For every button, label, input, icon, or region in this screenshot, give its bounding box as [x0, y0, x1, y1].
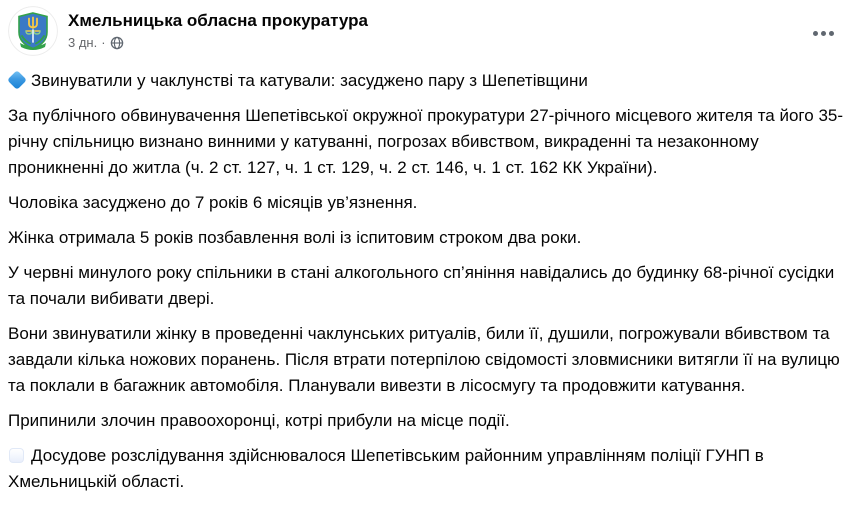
page-avatar[interactable] — [8, 6, 58, 56]
paragraph-text: Припинили злочин правоохоронці, котрі прибули на місце події. — [8, 411, 510, 430]
post-meta — [68, 35, 807, 50]
header-info — [68, 6, 807, 50]
paragraph-text: Жінка отримала 5 років позбавлення волі із іспитовим строком два роки. — [8, 228, 582, 247]
paragraph-text: Досудове розслідування здійснювалося Шепетівським районним управлінням поліції ГУНП в Хмельницькій області. — [8, 446, 764, 491]
post-paragraph — [8, 225, 845, 251]
ellipsis-icon — [829, 31, 834, 36]
paragraph-text: У червні минулого року спільники в стані алкогольного сп’яніння навідались до будинку 68-річної сусідки та почали вибивати двері. — [8, 263, 835, 308]
ellipsis-icon — [821, 31, 826, 36]
post-paragraph — [8, 321, 845, 399]
meta-separator: · — [101, 35, 106, 50]
post-title-text: Звинуватили у чаклунстві та катували: засуджено пару з Шепетівщини — [31, 71, 588, 90]
page-name-link[interactable]: Хмельницька обласна прокуратура — [68, 11, 368, 30]
paragraph-text: Чоловіка засуджено до 7 років 6 місяців ув’язнення. — [8, 193, 418, 212]
post-header — [0, 0, 853, 56]
post-paragraph — [8, 103, 845, 181]
post-paragraph — [8, 408, 845, 434]
paragraph-text: Вони звинуватили жінку в проведенні чаклунських ритуалів, били її, душили, погрожували вбивством та завдали кілька ножових поранень. Після втрати потерпілою свідомості зловмисники витягли її на вулицю та поклали в багажник автомобіля. Планували вивезти в лісосмугу та продовжити катування. — [8, 324, 840, 395]
post-timestamp[interactable]: 3 дн. — [68, 35, 98, 50]
blue-diamond-emoji — [7, 70, 27, 90]
post-menu-button[interactable] — [807, 22, 839, 44]
post-paragraph — [8, 190, 845, 216]
post-paragraph — [8, 443, 845, 495]
post-title-paragraph — [8, 68, 845, 94]
post-paragraph — [8, 260, 845, 312]
white-square-emoji — [9, 448, 24, 463]
globe-icon — [110, 36, 124, 50]
paragraph-text: За публічного обвинувачення Шепетівської окружної прокуратури 27-річного місцевого жителя та його 35-річну спільницю визнано винними у катуванні, погрозах вбивством, викраденні та незаконному проникненні до житла (ч. 2 ст. 127, ч. 1 ст. 129, ч. 2 ст. 146, ч. 1 ст. 162 КК України). — [8, 106, 844, 177]
ellipsis-icon — [813, 31, 818, 36]
post-text — [0, 68, 853, 495]
